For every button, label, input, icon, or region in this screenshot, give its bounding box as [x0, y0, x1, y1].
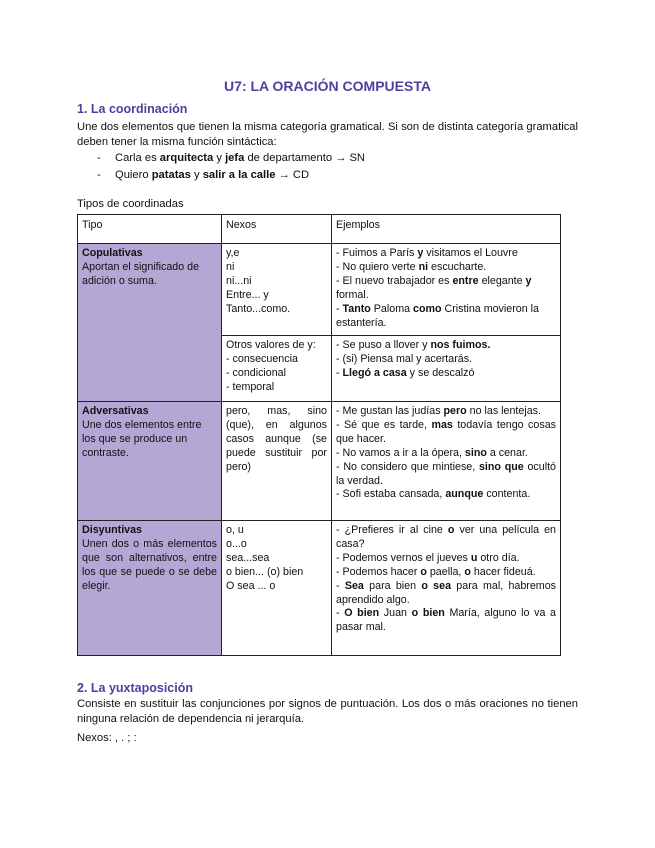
bold-text: o sea	[421, 579, 452, 592]
example-line	[336, 303, 556, 331]
text-fragment: ocultó la verdad.	[336, 460, 556, 487]
example-line	[336, 461, 556, 489]
text-fragment: escucharte.	[428, 260, 487, 273]
example-line	[336, 353, 556, 367]
text-fragment: y	[213, 152, 226, 165]
bold-text: y	[525, 274, 532, 287]
ejemplos-cell	[332, 244, 561, 336]
bold-text: ni	[418, 260, 429, 273]
tipo-description: Unen dos o más elementos que son alternativos, entre los que se puede o se debe elegir.	[82, 537, 217, 592]
text-fragment: y	[190, 169, 203, 182]
nexo-line: - condicional	[226, 366, 287, 379]
text-fragment: todavía tengo cosas que hacer.	[336, 418, 556, 445]
example-line	[336, 405, 556, 419]
bold-text: Tanto	[342, 302, 371, 315]
text-fragment: - El nuevo trabajador es	[336, 274, 453, 287]
example-line	[336, 488, 556, 502]
text-fragment: - No considero que mintiese,	[336, 460, 479, 473]
table-row	[78, 244, 561, 336]
text-fragment: Carla es	[115, 152, 160, 165]
rich-text	[115, 151, 365, 166]
tipo-title: Copulativas	[82, 247, 143, 259]
text-fragment: de departamento → SN	[244, 152, 365, 165]
example-line	[336, 566, 556, 580]
bold-text: o bien	[411, 607, 445, 620]
rich-text	[115, 168, 309, 183]
tipo-description: Une dos elementos entre los que se produce un contraste.	[82, 418, 202, 459]
tipo-cell-copulativas	[78, 244, 222, 402]
example-line	[336, 447, 556, 461]
nexo-line: o bien... (o) bien	[226, 565, 304, 578]
bold-text: arquitecta	[159, 152, 214, 165]
text-fragment: - Sé que es tarde,	[336, 418, 432, 431]
bold-text: o	[464, 565, 471, 578]
bold-text: mas	[431, 418, 453, 431]
nexo-line: sea...sea	[226, 551, 270, 564]
nexos-cell: pero, mas, sino (que), en algunos casos aunque (se puede sustituir por pero)	[222, 402, 332, 521]
tipo-title: Adversativas	[82, 405, 149, 417]
coordinacion-intro: Une dos elementos que tienen la misma categoría gramatical. Si son de distinta categoría gramatical deben tener la misma función sintáctica:	[77, 121, 578, 148]
bold-text: O bien	[344, 607, 380, 620]
text-fragment: Paloma	[370, 302, 414, 315]
section-heading-yuxtaposicion: 2. La yuxtaposición	[77, 681, 194, 695]
page-title: U7: LA ORACIÓN COMPUESTA	[224, 78, 431, 94]
text-fragment: - Se puso a llover y	[336, 339, 431, 351]
text-fragment: para mal, habremos aprendido algo.	[336, 579, 556, 606]
nexo-line: Entre... y	[226, 288, 269, 301]
nexos-cell	[222, 336, 332, 402]
example-line	[336, 247, 556, 261]
ejemplos-cell	[332, 521, 561, 656]
text-fragment: -	[336, 302, 343, 315]
text-fragment: no las lentejas.	[466, 405, 541, 417]
example-line	[336, 339, 556, 353]
nexo-line: O sea ... o	[226, 579, 276, 592]
bold-text: o	[420, 565, 427, 578]
text-fragment: -	[336, 607, 345, 620]
coordination-types-table	[77, 214, 561, 656]
table-label: Tipos de coordinadas	[77, 198, 184, 210]
ejemplos-cell	[332, 402, 561, 521]
nexo-line: Otros valores de y:	[226, 339, 316, 351]
text-fragment: para bien	[363, 579, 422, 592]
text-fragment: - Podemos vernos el jueves	[336, 551, 471, 564]
nexo-line: - temporal	[226, 380, 275, 393]
bold-text: sino que	[478, 460, 524, 473]
text-fragment: otro día.	[477, 551, 520, 564]
text-fragment: contenta.	[483, 488, 531, 501]
text-fragment: Juan	[379, 607, 412, 620]
text-fragment: formal.	[336, 288, 369, 301]
example-line	[336, 580, 556, 608]
header-ejemplos: Ejemplos	[332, 215, 561, 244]
text-fragment: María, alguno lo va a pasar mal.	[336, 607, 556, 634]
table-header-row	[78, 215, 561, 244]
text-fragment: - No quiero verte	[336, 260, 419, 273]
nexo-line: o...o	[226, 537, 247, 550]
example-line	[336, 524, 556, 552]
text-fragment: hacer fideuá.	[470, 565, 536, 578]
text-fragment: a cenar.	[486, 446, 528, 459]
nexo-line: o, u	[226, 524, 244, 536]
tipo-cell-adversativas	[78, 402, 222, 521]
bold-text: nos fuimos.	[430, 339, 491, 351]
table-row	[78, 402, 561, 521]
example-line	[336, 275, 556, 303]
example-line	[336, 419, 556, 447]
bold-text: aunque	[445, 488, 484, 501]
example-line	[336, 261, 556, 275]
nexo-line: ni...ni	[226, 274, 252, 287]
text-fragment: paella,	[426, 565, 465, 578]
text-fragment: ver una película en casa?	[336, 524, 556, 550]
list-item	[77, 167, 365, 184]
header-nexos: Nexos	[222, 215, 332, 244]
bold-text: jefa	[225, 152, 245, 165]
bold-text: entre	[452, 274, 479, 287]
nexo-line: - consecuencia	[226, 352, 298, 365]
header-tipo: Tipo	[78, 215, 222, 244]
text-fragment: visitamos el Louvre	[423, 247, 518, 259]
text-fragment: - (si) Piensa mal y acertarás.	[336, 352, 473, 365]
ejemplos-cell	[332, 336, 561, 402]
bold-text: pero	[443, 405, 467, 417]
text-fragment: - ¿Prefieres ir al cine	[336, 524, 448, 536]
nexos-cell	[222, 521, 332, 656]
text-fragment: y se descalzó	[406, 366, 475, 379]
bold-text: Llegó a casa	[342, 366, 407, 379]
table-row	[78, 521, 561, 656]
text-fragment: Cristina movieron la estantería.	[336, 302, 539, 329]
text-fragment: - Sofi estaba cansada,	[336, 488, 446, 501]
bold-text: o	[447, 524, 455, 536]
bold-text: sino	[464, 446, 487, 459]
nexo-line: y,e	[226, 247, 240, 259]
nexo-line: ni	[226, 260, 235, 273]
examples-list	[77, 150, 365, 184]
bullet-dash: -	[97, 169, 101, 182]
tipo-cell-disyuntivas	[78, 521, 222, 656]
bold-text: patatas	[151, 169, 191, 182]
example-line	[336, 367, 556, 381]
yuxtaposicion-nexos: Nexos: , . ; :	[77, 732, 137, 744]
bold-text: Sea	[344, 579, 364, 592]
text-fragment: - Me gustan las judías	[336, 405, 444, 417]
text-fragment: elegante	[478, 274, 526, 287]
text-fragment: → CD	[275, 169, 310, 182]
bold-text: salir a la calle	[202, 169, 276, 182]
tipo-title: Disyuntivas	[82, 524, 142, 536]
bullet-dash: -	[97, 152, 101, 165]
bold-text: u	[470, 551, 478, 564]
text-fragment: -	[336, 579, 345, 592]
text-fragment: - Fuimos a París	[336, 247, 418, 259]
example-line	[336, 552, 556, 566]
bold-text: como	[413, 302, 442, 315]
yuxtaposicion-text: Consiste en sustituir las conjunciones por signos de puntuación. Los dos o más oraciones no tienen ninguna relación de dependencia ni jerarquía.	[77, 698, 578, 725]
text-fragment: - Podemos hacer	[336, 565, 421, 578]
text-fragment: -	[336, 366, 343, 379]
text-fragment: Quiero	[115, 169, 152, 182]
nexos-cell	[222, 244, 332, 336]
bold-text: y	[417, 247, 424, 259]
list-item	[77, 150, 365, 167]
nexo-line: Tanto...como.	[226, 302, 291, 315]
tipo-description: Aportan el significado de adición o suma.	[82, 260, 200, 287]
section-heading-coordinacion: 1. La coordinación	[77, 102, 188, 116]
example-line	[336, 607, 556, 635]
text-fragment: - No vamos a ir a la ópera,	[336, 446, 465, 459]
